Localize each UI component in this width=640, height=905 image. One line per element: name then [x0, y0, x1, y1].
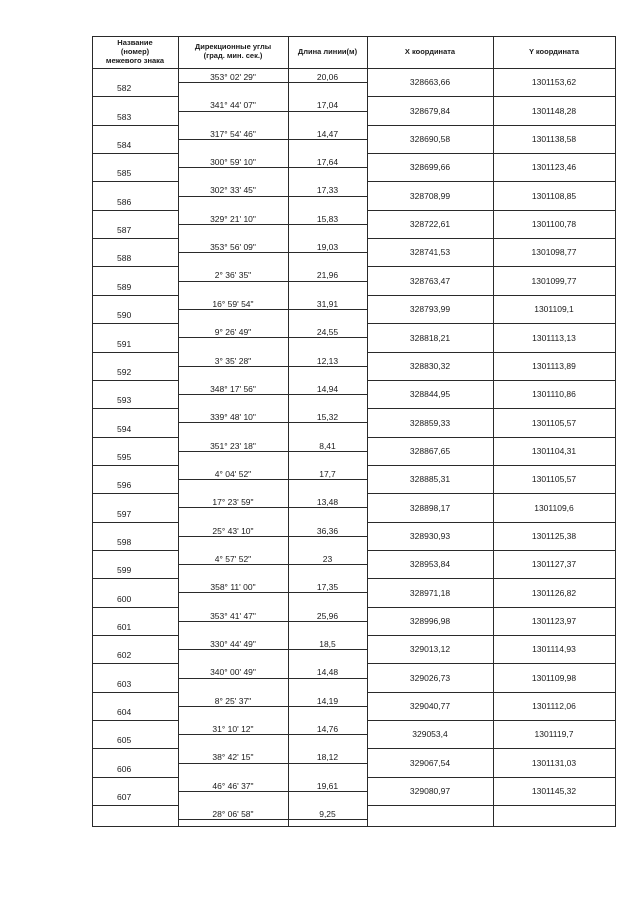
line-length: 14,47 [316, 128, 339, 139]
segment-row-border [178, 819, 367, 820]
segment-row-border [178, 621, 367, 622]
x-coordinate: 328679,84 [409, 105, 451, 116]
line-length: 15,32 [316, 412, 339, 423]
point-row-border [92, 522, 178, 523]
line-length: 36,36 [316, 525, 339, 536]
line-length: 14,76 [316, 724, 339, 735]
column-divider [178, 36, 179, 826]
x-coordinate: 328844,95 [409, 389, 451, 400]
point-name: 604 [117, 707, 132, 718]
direction-angle: 8° 25' 37" [214, 695, 252, 706]
x-coordinate: 329013,12 [409, 644, 451, 655]
segment-row-border [178, 791, 367, 792]
point-name: 597 [117, 508, 132, 519]
x-coordinate: 329067,54 [409, 757, 451, 768]
x-coordinate: 328793,99 [409, 304, 451, 315]
header-length [288, 47, 367, 56]
y-coordinate: 1301105,57 [531, 474, 577, 485]
line-length: 17,7 [319, 468, 336, 479]
segment-row-border [178, 536, 367, 537]
y-coordinate: 1301127,37 [531, 559, 577, 570]
direction-angle: 351° 23' 18" [210, 440, 256, 451]
point-row-border [92, 550, 178, 551]
point-row-border [92, 295, 178, 296]
segment-row-border [178, 734, 367, 735]
point-row-border [92, 748, 178, 749]
line-length: 23 [322, 553, 333, 564]
y-coordinate: 1301113,89 [532, 360, 576, 371]
line-length: 17,33 [316, 185, 339, 196]
x-coordinate: 328859,33 [409, 417, 451, 428]
x-coordinate: 328690,58 [409, 134, 451, 145]
x-coordinate: 328830,32 [409, 360, 451, 371]
point-row-border [367, 805, 615, 806]
y-coordinate: 1301153,62 [531, 77, 577, 88]
y-coordinate: 1301099,77 [531, 275, 577, 286]
column-divider [92, 36, 93, 826]
line-length: 17,04 [316, 100, 339, 111]
y-coordinate: 1301119,7 [534, 729, 574, 740]
line-length: 18,12 [316, 752, 339, 763]
point-row-border [367, 352, 615, 353]
header-length-line: Длина линии(м) [297, 47, 358, 56]
x-coordinate: 329053,4 [412, 729, 448, 740]
x-coordinate: 328867,65 [409, 445, 451, 456]
segment-row-border [178, 678, 367, 679]
x-coordinate: 328953,84 [409, 559, 451, 570]
point-name: 603 [117, 678, 132, 689]
x-coordinate: 328885,31 [409, 474, 451, 485]
point-row-border [92, 777, 178, 778]
point-name: 592 [117, 366, 132, 377]
segment-row-border [178, 706, 367, 707]
segment-row-border [178, 394, 367, 395]
segment-row-border [178, 337, 367, 338]
direction-angle: 317° 54' 46" [210, 128, 256, 139]
x-coordinate: 328763,47 [409, 275, 451, 286]
point-name: 587 [117, 225, 132, 236]
point-row-border [367, 266, 615, 267]
line-length: 12,13 [316, 355, 339, 366]
direction-angle: 16° 59' 54" [212, 298, 254, 309]
direction-angle: 358° 11' 00" [210, 582, 256, 593]
point-name: 602 [117, 650, 132, 661]
point-row-border [92, 465, 178, 466]
line-length: 19,03 [316, 242, 339, 253]
y-coordinate: 1301100,78 [531, 219, 577, 230]
x-coordinate: 328996,98 [409, 616, 451, 626]
x-coordinate: 328663,66 [409, 77, 451, 88]
segment-row-border [178, 224, 367, 225]
y-coordinate: 1301104,31 [531, 445, 577, 456]
direction-angle: 4° 04' 52" [214, 468, 252, 479]
y-coordinate: 1301113,13 [532, 332, 576, 343]
column-divider [288, 36, 289, 826]
point-row-border [367, 720, 615, 721]
direction-angle: 353° 02' 29" [210, 72, 256, 82]
point-name: 601 [117, 622, 132, 632]
point-row-border [367, 380, 615, 381]
x-coordinate: 329080,97 [409, 786, 451, 797]
y-coordinate: 1301123,97 [531, 616, 577, 626]
line-length: 15,83 [316, 213, 339, 224]
x-coordinate: 328971,18 [409, 587, 451, 598]
y-coordinate: 1301110,86 [532, 389, 576, 400]
line-length: 31,91 [316, 298, 339, 309]
point-row-border [92, 607, 178, 608]
direction-angle: 330° 44' 49" [210, 639, 256, 649]
line-length: 14,48 [316, 667, 339, 678]
point-row-border [367, 238, 615, 239]
point-name: 599 [117, 565, 132, 576]
y-coordinate: 1301148,28 [531, 105, 577, 116]
point-row-border [92, 153, 178, 154]
point-name: 596 [117, 480, 132, 491]
line-length: 9,25 [319, 809, 336, 820]
direction-angle: 25° 43' 10" [212, 525, 254, 536]
point-row-border [367, 635, 615, 636]
segment-row-border [178, 111, 367, 112]
point-name: 600 [117, 593, 132, 604]
table-bottom-border [92, 826, 616, 827]
point-row-border [367, 125, 615, 126]
point-row-border [92, 408, 178, 409]
point-row-border [92, 720, 178, 721]
segment-row-border [178, 564, 367, 565]
direction-angle: 339° 48' 10" [210, 412, 256, 423]
header-name [92, 38, 178, 65]
line-length: 17,64 [316, 157, 339, 168]
direction-angle: 31° 10' 12" [212, 724, 254, 735]
point-row-border [92, 238, 178, 239]
point-name: 590 [117, 310, 132, 321]
table-top-border [92, 36, 616, 37]
point-row-border [367, 692, 615, 693]
segment-row-border [178, 451, 367, 452]
x-coordinate: 328818,21 [409, 332, 451, 343]
segment-row-border [178, 763, 367, 764]
direction-angle: 28° 06' 58" [212, 809, 254, 820]
line-length: 21,96 [316, 270, 339, 281]
point-name: 591 [117, 338, 132, 349]
point-row-border [367, 748, 615, 749]
y-coordinate: 1301105,57 [531, 417, 577, 428]
point-name: 594 [117, 423, 132, 434]
point-name: 582 [117, 83, 132, 94]
point-row-border [92, 663, 178, 664]
direction-angle: 341° 44' 07" [210, 100, 256, 111]
line-length: 18,5 [319, 639, 336, 649]
point-row-border [367, 210, 615, 211]
direction-angle: 302° 33' 45" [210, 185, 256, 196]
point-row-border [92, 578, 178, 579]
header-x-line: X координата [404, 47, 456, 56]
segment-row-border [178, 309, 367, 310]
point-row-border [367, 522, 615, 523]
segment-row-border [178, 82, 367, 83]
y-coordinate: 1301114,93 [532, 644, 576, 655]
point-row-border [92, 323, 178, 324]
direction-angle: 4° 57' 52" [214, 553, 252, 564]
direction-angle: 38° 42' 15" [212, 752, 254, 763]
point-row-border [92, 493, 178, 494]
point-row-border [367, 295, 615, 296]
x-coordinate: 328699,66 [409, 162, 451, 173]
header-bottom-border [92, 68, 616, 69]
point-row-border [367, 493, 615, 494]
line-length: 13,48 [316, 497, 339, 508]
point-row-border [367, 550, 615, 551]
point-row-border [367, 465, 615, 466]
point-name: 606 [117, 763, 132, 774]
point-row-border [92, 692, 178, 693]
point-name: 583 [117, 111, 132, 122]
header-angle [178, 42, 288, 60]
point-row-border [367, 663, 615, 664]
header-name-line: межевого знака [105, 56, 165, 65]
point-name: 585 [117, 168, 132, 179]
y-coordinate: 1301108,85 [531, 190, 577, 201]
point-row-border [92, 380, 178, 381]
x-coordinate: 329026,73 [409, 672, 451, 683]
point-row-border [92, 266, 178, 267]
direction-angle: 9° 26' 49" [214, 327, 252, 338]
y-coordinate: 1301109,1 [534, 304, 574, 315]
point-row-border [92, 210, 178, 211]
point-row-border [367, 437, 615, 438]
point-name: 588 [117, 253, 132, 264]
point-row-border [367, 607, 615, 608]
x-coordinate: 328741,53 [409, 247, 451, 258]
point-row-border [92, 635, 178, 636]
line-length: 14,19 [316, 695, 339, 706]
header-angle-line: (град. мин. сек.) [203, 51, 263, 60]
direction-angle: 348° 17' 56" [210, 383, 256, 394]
x-coordinate: 328722,61 [409, 219, 451, 230]
point-row-border [92, 96, 178, 97]
line-length: 8,41 [319, 440, 336, 451]
header-x [367, 47, 493, 56]
y-coordinate: 1301109,6 [534, 502, 574, 513]
y-coordinate: 1301123,46 [531, 162, 577, 173]
direction-angle: 17° 23' 59" [212, 497, 254, 508]
point-name: 593 [117, 395, 132, 406]
point-name: 605 [117, 735, 132, 746]
direction-angle: 2° 36' 35" [214, 270, 252, 281]
point-row-border [367, 408, 615, 409]
x-coordinate: 328708,99 [409, 190, 451, 201]
point-name: 584 [117, 140, 132, 151]
segment-row-border [178, 139, 367, 140]
point-name: 595 [117, 451, 132, 462]
line-length: 14,94 [316, 383, 339, 394]
direction-angle: 329° 21' 10" [210, 213, 256, 224]
x-coordinate: 328930,93 [409, 530, 451, 541]
y-coordinate: 1301126,82 [531, 587, 577, 598]
point-row-border [367, 323, 615, 324]
direction-angle: 340° 00' 49" [210, 667, 256, 678]
point-row-border [367, 96, 615, 97]
point-name: 598 [117, 536, 132, 547]
direction-angle: 353° 41' 47" [210, 610, 256, 621]
segment-row-border [178, 196, 367, 197]
header-name-line: (номер) [120, 47, 150, 56]
point-row-border [92, 181, 178, 182]
direction-angle: 3° 35' 28" [214, 355, 252, 366]
point-name: 607 [117, 792, 132, 803]
y-coordinate: 1301145,32 [531, 786, 577, 797]
point-row-border [367, 153, 615, 154]
line-length: 24,55 [316, 327, 339, 338]
y-coordinate: 1301125,38 [531, 530, 577, 541]
direction-angle: 353° 56' 09" [210, 242, 256, 253]
column-divider [615, 36, 616, 826]
segment-row-border [178, 649, 367, 650]
point-name: 586 [117, 196, 132, 207]
y-coordinate: 1301138,58 [531, 134, 577, 145]
x-coordinate: 328898,17 [409, 502, 451, 513]
point-row-border [92, 437, 178, 438]
direction-angle: 300° 59' 10" [210, 157, 256, 168]
y-coordinate: 1301098,77 [531, 247, 577, 258]
segment-row-border [178, 252, 367, 253]
line-length: 17,35 [316, 582, 339, 593]
segment-row-border [178, 479, 367, 480]
line-length: 20,06 [316, 72, 339, 82]
header-y [493, 47, 615, 56]
header-angle-line: Дирекционные углы [194, 42, 272, 51]
point-row-border [92, 805, 178, 806]
line-length: 25,96 [316, 610, 339, 621]
line-length: 19,61 [316, 780, 339, 791]
segment-row-border [178, 281, 367, 282]
y-coordinate: 1301131,03 [531, 757, 577, 768]
header-y-line: Y координата [528, 47, 580, 56]
point-row-border [92, 352, 178, 353]
header-name-line: Название [117, 38, 153, 47]
direction-angle: 46° 46' 37" [212, 780, 254, 791]
point-name: 589 [117, 281, 132, 292]
segment-row-border [178, 366, 367, 367]
y-coordinate: 1301109,98 [531, 672, 577, 683]
point-row-border [92, 125, 178, 126]
point-row-border [367, 181, 615, 182]
point-row-border [367, 777, 615, 778]
x-coordinate: 329040,77 [409, 701, 451, 712]
y-coordinate: 1301112,06 [532, 701, 576, 712]
segment-row-border [178, 167, 367, 168]
point-row-border [367, 578, 615, 579]
